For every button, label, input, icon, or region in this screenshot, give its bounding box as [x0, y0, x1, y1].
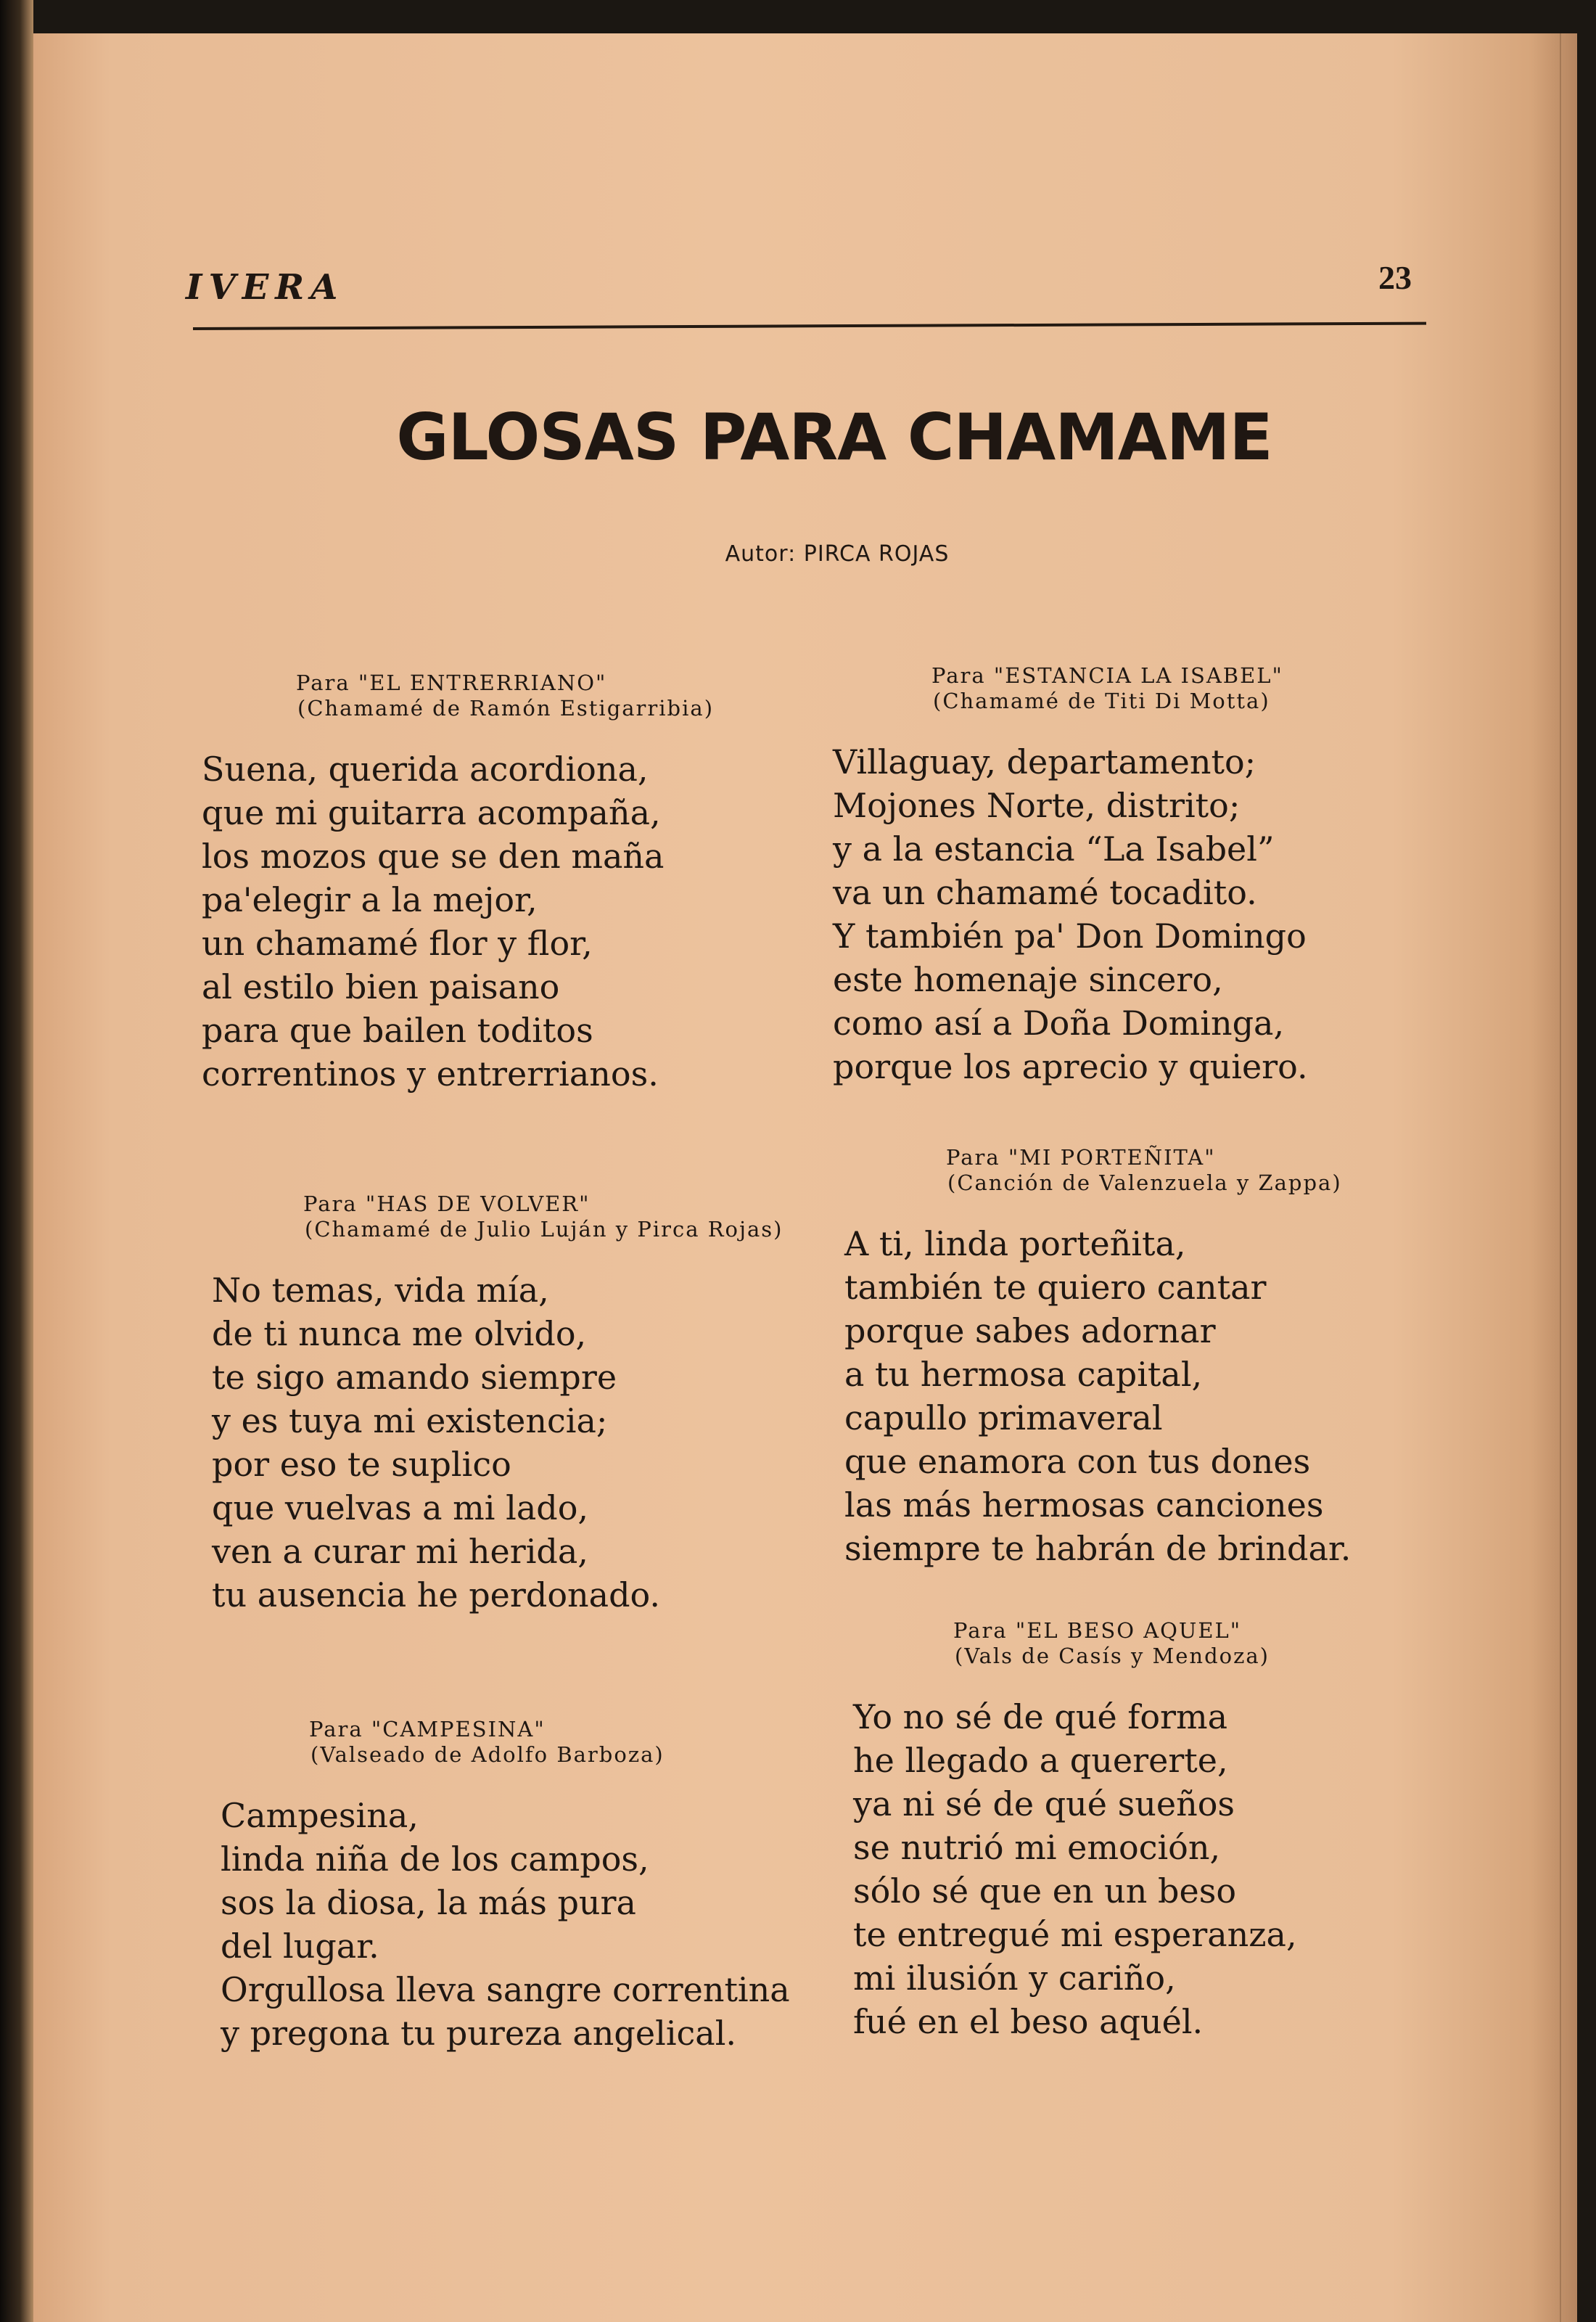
poem-source: (Chamamé de Julio Luján y Pirca Rojas): [305, 1217, 783, 1242]
poem-line: y pregona tu pureza angelical.: [221, 2014, 737, 2053]
page-number: 23: [1378, 259, 1412, 296]
poem-line: y es tuya mi existencia;: [212, 1401, 608, 1440]
poem-for-title: Para "MI PORTEÑITA": [946, 1145, 1216, 1170]
poem-line: he llegado a quererte,: [853, 1741, 1228, 1780]
poem-line: que enamora con tus dones: [844, 1442, 1311, 1481]
poem-line: te entregué mi esperanza,: [853, 1915, 1297, 1954]
poem-heading: [844, 1145, 1351, 1196]
poem-line: Yo no sé de qué forma: [853, 1697, 1228, 1736]
poem-line: linda niña de los campos,: [221, 1839, 649, 1879]
poem-lines: [844, 1222, 1351, 1570]
poem-line: un chamamé flor y flor,: [202, 924, 593, 963]
poem-line: Villaguay, departamento;: [833, 742, 1256, 781]
poem-line: No temas, vida mía,: [212, 1271, 549, 1310]
poem-line: por eso te suplico: [212, 1445, 511, 1484]
poem-line: a tu hermosa capital,: [844, 1355, 1203, 1394]
poem-estancia-la-isabel: [833, 663, 1308, 1088]
poem-mi-portenita: [844, 1145, 1351, 1570]
poem-line: y a la estancia “La Isabel”: [833, 829, 1275, 869]
poem-lines: [221, 1794, 790, 2055]
poem-heading: [212, 1191, 865, 1242]
poem-for-title: Para "CAMPESINA": [309, 1717, 546, 1742]
poem-el-beso-aquel: [853, 1618, 1297, 2043]
poem-line: mi ilusión y cariño,: [853, 1958, 1176, 1998]
poem-line: porque los aprecio y quiero.: [833, 1047, 1308, 1086]
poem-line: siempre te habrán de brindar.: [844, 1529, 1352, 1568]
poem-line: te sigo amando siempre: [212, 1358, 617, 1397]
poem-lines: [833, 740, 1308, 1088]
poem-source: (Canción de Valenzuela y Zappa): [947, 1170, 1342, 1195]
poem-source: (Vals de Casís y Mendoza): [955, 1644, 1270, 1668]
poem-line: las más hermosas canciones: [844, 1485, 1324, 1525]
poem-campesina: [221, 1717, 790, 2055]
header-rule: [193, 322, 1426, 330]
book-spine-shadow: [0, 0, 33, 2322]
poem-line: correntinos y entrerrianos.: [202, 1054, 659, 1094]
poem-el-entrerriano: [202, 670, 714, 1096]
poem-heading: [833, 663, 1308, 714]
poem-line: se nutrió mi emoción,: [853, 1828, 1221, 1867]
poem-line: fué en el beso aquél.: [853, 2002, 1204, 2041]
poem-line: del lugar.: [221, 1927, 379, 1966]
poem-for-title: Para "EL BESO AQUEL": [953, 1618, 1242, 1643]
poem-source: (Valseado de Adolfo Barboza): [310, 1742, 665, 1767]
poem-line: Y también pa' Don Domingo: [833, 916, 1307, 956]
poem-line: Mojones Norte, distrito;: [833, 786, 1241, 825]
running-head: IVERA: [186, 267, 345, 308]
poem-for-title: Para "EL ENTRERRIANO": [296, 670, 607, 695]
poem-source: (Chamamé de Titi Di Motta): [933, 689, 1270, 713]
poem-line: que vuelvas a mi lado,: [212, 1488, 589, 1527]
poem-line: para que bailen toditos: [202, 1011, 593, 1050]
poem-line: que mi guitarra acompaña,: [202, 793, 661, 832]
poem-heading: [202, 670, 714, 721]
poem-line: al estilo bien paisano: [202, 967, 560, 1006]
poem-for-title: Para "ESTANCIA LA ISABEL": [931, 663, 1283, 688]
poem-line: capullo primaveral: [844, 1398, 1163, 1437]
poem-lines: [212, 1268, 865, 1617]
poem-heading: [853, 1618, 1297, 1669]
poem-line: porque sabes adornar: [844, 1311, 1216, 1350]
poem-lines: [853, 1695, 1297, 2043]
poem-line: este homenaje sincero,: [833, 960, 1223, 999]
poem-line: como así a Doña Dominga,: [833, 1004, 1285, 1043]
poem-line: tu ausencia he perdonado.: [212, 1575, 661, 1615]
poem-line: de ti nunca me olvido,: [212, 1314, 587, 1353]
poem-line: sos la diosa, la más pura: [221, 1883, 636, 1922]
poem-line: va un chamamé tocadito.: [833, 873, 1257, 912]
poem-heading: [221, 1717, 790, 1768]
poem-line: Suena, querida acordiona,: [202, 750, 649, 789]
poem-line: ven a curar mi herida,: [212, 1532, 588, 1571]
poem-line: sólo sé que en un beso: [853, 1871, 1237, 1911]
poem-lines: [202, 747, 714, 1096]
poem-line: Orgullosa lleva sangre correntina: [221, 1970, 790, 2009]
poem-line: también te quiero cantar: [844, 1268, 1267, 1307]
poem-source: (Chamamé de Ramón Estigarribia): [297, 696, 715, 721]
poem-line: ya ni sé de qué sueños: [853, 1784, 1235, 1823]
poem-has-de-volver: [212, 1191, 865, 1617]
poem-for-title: Para "HAS DE VOLVER": [303, 1191, 591, 1216]
poem-line: los mozos que se den maña: [202, 837, 665, 876]
book-page: [33, 33, 1577, 2322]
author-line: Autor: PIRCA ROJAS: [725, 541, 950, 567]
page-title: GLOSAS PARA CHAMAME: [396, 400, 1272, 475]
poem-line: pa'elegir a la mejor,: [202, 880, 538, 919]
poem-line: Campesina,: [221, 1796, 419, 1835]
poem-line: A ti, linda porteñita,: [844, 1224, 1186, 1263]
